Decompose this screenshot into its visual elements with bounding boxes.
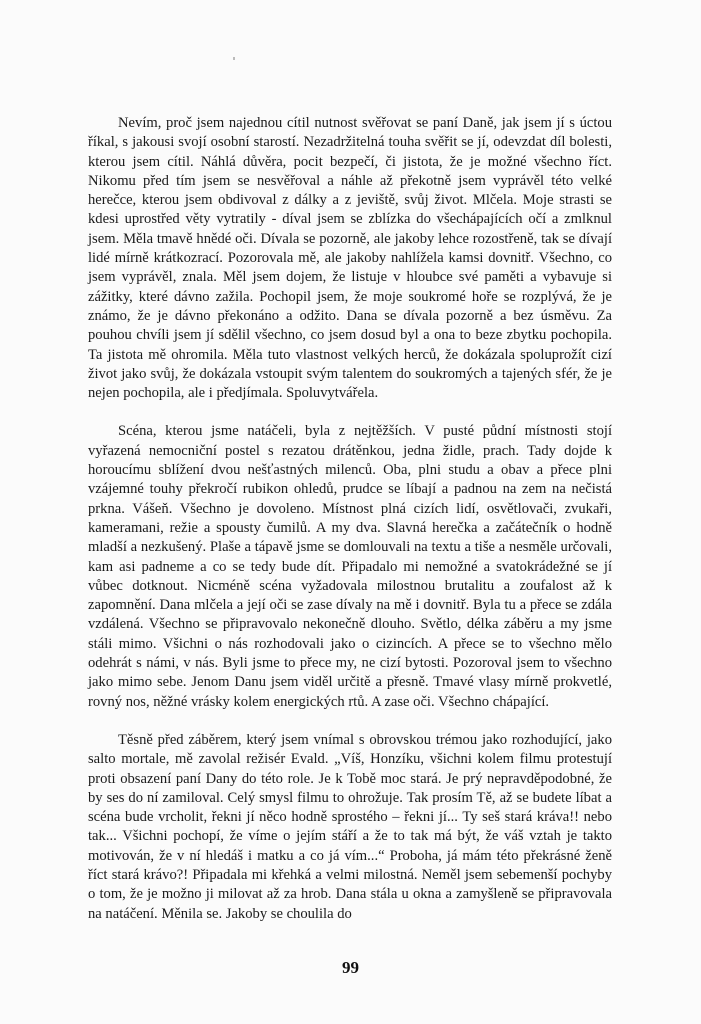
body-text — [88, 114, 612, 924]
scan-speck — [233, 57, 235, 60]
paragraph-1: Nevím, proč jsem najednou cítil nutnost svěřovat se paní Daně, jak jsem jí s úctou říkal, s jakousi svojí osobní starostí. Nezadržitelná touha svěřit se jí, odevzdat díl bolesti, kterou jsem cítil. Náhlá důvěra, pocit bezpečí, či jistota, že je možné všechno říct. Nikomu před tím jsem se nesvěřoval a náhle až překotně jsem vyprávěl této velké herečce, kterou jsem obdivoval z dálky a z jeviště, svůj život. Mlčela. Moje strasti se kdesi uprostřed věty vytratily - díval jsem se zblízka do všechápajících očí a zmlknul jsem. Měla tmavě hnědé oči. Dívala se pozorně, ale jakoby lehce rozostřeně, tak se dívají lidé mírně krátkozrací. Pozorovala mě, ale jakoby nahlížela kamsi dovnitř. Všechno, co jsem vyprávěl, znala. Měl jsem dojem, že listuje v hloubce své paměti a vybavuje si zážitky, které dávno zažila. Pochopil jsem, že moje soukromé hoře se rozplývá, že je známo, že je dávno překonáno a odžito. Dana se dívala pozorně a bez úsměvu. Za pouhou chvíli jsem jí sdělil všechno, co jsem dosud byl a ona to beze zbytku pochopila. Ta jistota mě ohromila. Měla tuto vlastnost velkých herců, že dokázala spoluprožít cizí život jako svůj, že dokázala vstoupit svým talentem do soukromých a tajených sfér, že je nejen pochopila, ale i předjímala. Spoluvytvářela. — [88, 115, 612, 402]
paragraph-2: Scéna, kterou jsme natáčeli, byla z nejtěžších. V pusté půdní místnosti stojí vyřazená nemocniční postel s rezatou drátěnkou, jedna židle, prach. Tady dojde k horoucímu sblížení dvou nešťastných milenců. Oba, plni studu a obav a přece plni vzájemné touhy překročí rubikon ohledů, prudce se líbají a padnou na zem na nečistá prkna. Vášeň. Všechno je dovoleno. Místnost plná cizích lidí, osvětlovači, zvukaři, kameramani, režie a spousty čumilů. A my dva. Slavná herečka a začátečník o hodně mladší a nezkušený. Plaše a tápavě jsme se domlouvali na textu a tiše a nesměle určovali, kam asi padneme a co se tedy bude dít. Připadalo mi nemožné a svatokrádežné se jí vůbec dotknout. Nicméně scéna vyžadovala milostnou brutalitu a zoufalost až k zapomnění. Dana mlčela a její oči se zase dívaly na mě i dovnitř. Byla tu a přece se zdála vzdálená. Všechno se připravovalo nekonečně dlouho. Světlo, délka záběru a my jsme stáli mimo. Všichni o nás rozhodovali jako o cizincích. A přece se to všechno mělo odehrát s námi, v nás. Byli jsme to přece my, ne cizí bytosti. Pozoroval jsem to všechno jako mimo sebe. Jenom Danu jsem viděl určitě a přesně. Tmavé vlasy mírně prokvetlé, rovný nos, něžné vrásky kolem energických rtů. A zase oči. Všechno chápající. — [88, 423, 612, 710]
paragraph-3: Těsně před záběrem, který jsem vnímal s obrovskou trémou jako rozhodující, jako salto mortale, mě zavolal režisér Evald. „Víš, Honzíku, všichni kolem filmu protestují proti obsazení paní Dany do této role. Je k Tobě moc stará. Je prý nepravděpodobné, že by ses do ní zamiloval. Celý smysl filmu to ohrožuje. Tak prosím Tě, až se budete líbat a scéna bude vrcholit, řekni jí něco hodně sprostého – řekni jí... Ty seš stará kráva!! nebo tak... Všichni pochopí, že víme o jejím stáří a že to tak má být, že váš vztah je takto motivován, že v ní hledáš i matku a co já vím...“ Proboha, já mám této překrásné ženě říct stará krávo?! Připadala mi křehká a velmi milostná. Neměl jsem sebemenší pochyby o tom, že je možno ji milovat až za hrob. Dana stála u okna a zamyšleně se připravovala na natáčení. Měnila se. Jakoby se choulila do — [88, 731, 612, 922]
page-number: 99 — [342, 958, 359, 977]
